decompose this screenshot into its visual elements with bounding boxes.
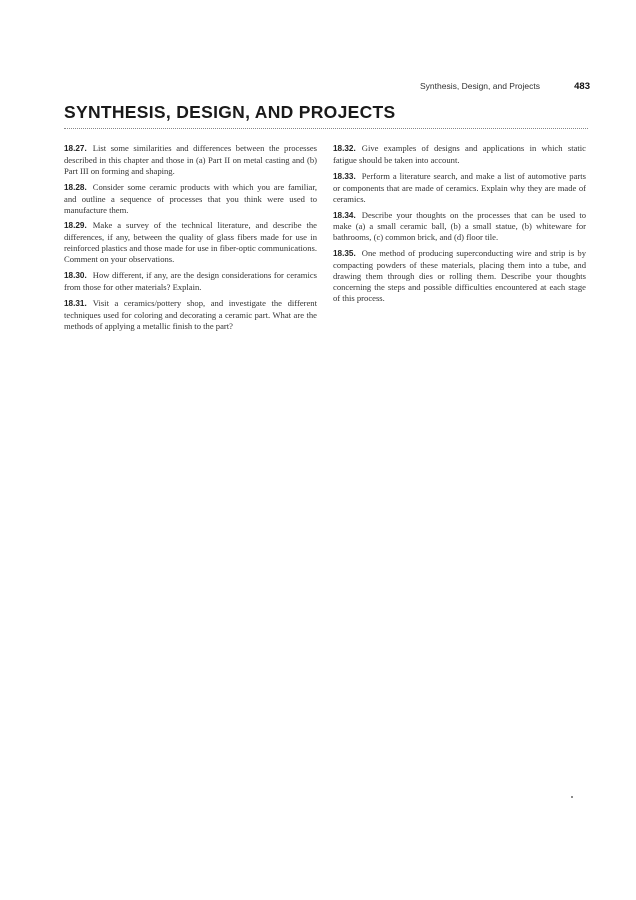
problem-text: How different, if any, are the design considerations for ceramics from those for other materials? Explain. bbox=[64, 270, 317, 292]
running-head-title: Synthesis, Design, and Projects bbox=[420, 81, 541, 91]
problem-text: Perform a literature search, and make a list of automotive parts or components that are made of ceramics. Explain why they are made of ceramics. bbox=[333, 170, 586, 204]
problem-number: 18.30. bbox=[64, 271, 87, 281]
problem-text: One method of producing superconducting wire and strip is by compacting powders of these materials, placing them into a tube, and drawing them through dies or rolling them. Describe your thoughts concerning the steps and possible difficulties encountered at each stage of this process. bbox=[333, 248, 586, 303]
problem-number: 18.32. bbox=[333, 144, 356, 153]
problem-number: 18.35. bbox=[333, 249, 356, 259]
problem-18-29 bbox=[64, 220, 317, 265]
problem-number: 18.27. bbox=[64, 144, 87, 153]
problem-number: 18.29. bbox=[64, 221, 87, 231]
problem-18-34 bbox=[333, 210, 586, 244]
problem-text: List some similarities and differences between the processes described in this chapter and those in (a) Part II on metal casting and (b) Part III on forming and shaping. bbox=[64, 143, 317, 176]
problem-number: 18.31. bbox=[64, 298, 87, 308]
problem-number: 18.34. bbox=[333, 210, 356, 220]
scan-speck bbox=[571, 796, 573, 798]
right-column bbox=[333, 143, 586, 309]
left-column bbox=[64, 143, 317, 337]
problem-text: Consider some ceramic products with which you are familiar, and outline a sequence of processes that you think were used to manufacture them. bbox=[64, 181, 317, 215]
section-title: SYNTHESIS, DESIGN, AND PROJECTS bbox=[64, 102, 396, 122]
problem-number: 18.33. bbox=[333, 171, 356, 181]
problem-18-33 bbox=[333, 171, 586, 205]
problem-text: Visit a ceramics/pottery shop, and investigate the different techniques used for coloring and decorating a ceramic part. What are the methods of applying a metallic finish to the part? bbox=[64, 297, 317, 331]
section-divider bbox=[64, 128, 588, 129]
problem-18-30 bbox=[64, 270, 317, 293]
problem-18-32 bbox=[333, 143, 586, 166]
problem-18-27 bbox=[64, 143, 317, 177]
problem-text: Describe your thoughts on the processes that can be used to make (a) a small ceramic ball, (b) a small statue, (b) whiteware for bathrooms, (c) common brick, and (d) floor tile. bbox=[333, 209, 586, 243]
problem-18-31 bbox=[64, 298, 317, 332]
problem-number: 18.28. bbox=[64, 182, 87, 192]
problem-text: Make a survey of the technical literature, and describe the differences, if any, between the quality of glass fibers made for use in reinforced plastics and those made for use in fiber-optic communications. Comment on your observations. bbox=[64, 220, 317, 265]
problem-18-28 bbox=[64, 182, 317, 216]
running-head bbox=[420, 81, 590, 92]
problem-18-35 bbox=[333, 248, 586, 304]
page-number: 483 bbox=[574, 81, 590, 92]
problem-text: Give examples of designs and applications in which static fatigue should be taken into account. bbox=[333, 143, 586, 165]
